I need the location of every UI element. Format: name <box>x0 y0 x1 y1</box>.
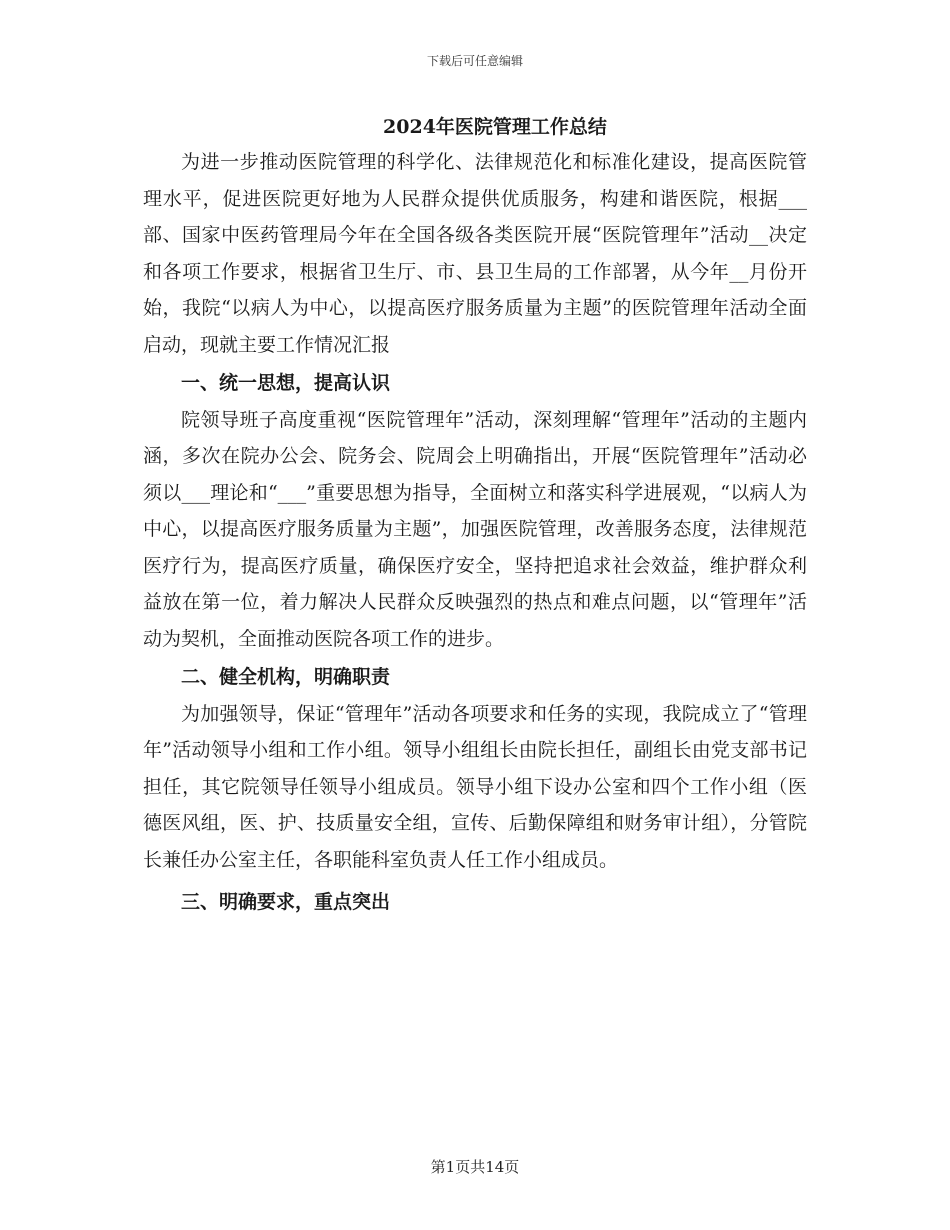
document-title: 2024年医院管理工作总结 <box>383 116 607 138</box>
intro-paragraph: 为进一步推动医院管理的科学化、法律规范化和标准化建设，提高医院管理水平，促进医院更好地为人民群众提供优质服务，构建和谐医院，根据___部、国家中医药管理局今年在全国各级各类医院开展“医院管理年”活动__决定和各项工作要求，根据省卫生厅、市、县卫生局的工作部署，从今年__月份开始，我院“以病人为中心，以提高医疗服务质量为主题”的医院管理年活动全面启动，现就主要工作情况汇报 <box>143 151 807 356</box>
section-heading-3: 三、明确要求，重点突出 <box>181 891 391 913</box>
section-heading-2: 二、健全机构，明确职责 <box>181 666 391 688</box>
page-number: 第1页共14页 <box>430 1158 520 1176</box>
page-header-note: 下载后可任意编辑 <box>426 54 523 68</box>
document-body <box>143 110 807 921</box>
section-paragraph-2: 为加强领导，保证“管理年”活动各项要求和任务的实现，我院成立了“管理年”活动领导小组和工作小组。领导小组组长由院长担任，副组长由党支部书记担任，其它院领导任领导小组成员。领导小组下设办公室和四个工作小组（医德医风组，医、护、技质量安全组，宣传、后勤保障组和财务审计组），分管院长兼任办公室主任，各职能科室负责人任工作小组成员。 <box>143 702 807 871</box>
section-heading-1: 一、统一思想，提高认识 <box>181 372 391 394</box>
section-paragraph-1: 院领导班子高度重视“医院管理年”活动，深刻理解“管理年”活动的主题内涵，多次在院办公会、院务会、院周会上明确指出，开展“医院管理年”活动必须以___理论和“___”重要思想为指导，全面树立和落实科学进展观，“以病人为中心，以提高医疗服务质量为主题”，加强医院管理，改善服务态度，法律规范医疗行为，提高医疗质量，确保医疗安全，坚持把追求社会效益，维护群众利益放在第一位，着力解决人民群众反映强烈的热点和难点问题，以“管理年”活动为契机，全面推动医院各项工作的进步。 <box>143 408 807 650</box>
